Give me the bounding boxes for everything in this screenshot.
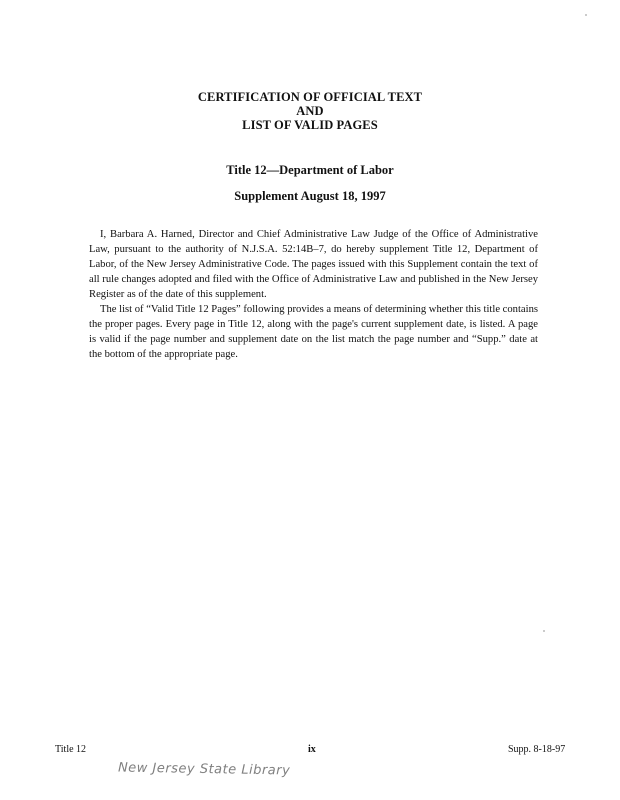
scan-speck: [585, 14, 587, 16]
footer-supplement-date: Supp. 8-18-97: [508, 744, 566, 755]
footer-title: Title 12: [55, 744, 87, 755]
library-stamp: New Jersey State Library: [117, 760, 291, 779]
supplement-heading: Supplement August 18, 1997: [234, 189, 386, 203]
title-heading: Title 12—Department of Labor: [226, 163, 394, 177]
valid-pages-paragraph: The list of “Valid Title 12 Pages” following provides a means of determining whether this title contains the proper pages. Every page in Title 12, along with the page's current supplement date, is listed. A page is valid if the page number and supplement date on the list match the page number and “Supp.” date at the bottom of the appropriate page.: [89, 304, 538, 360]
heading-line-2: AND: [296, 104, 324, 118]
scan-speck: [543, 630, 545, 632]
heading-line-1: CERTIFICATION OF OFFICIAL TEXT: [197, 90, 423, 104]
certification-paragraph: I, Barbara A. Harned, Director and Chief Administrative Law Judge of the Office of Administrative Law, pursuant to the authority of N.J.S.A. 52:14B–7, do hereby supplement Title 12, Department of Labor, of the New Jersey Administrative Code. The pages issued with this Supplement contain the text of all rule changes adopted and filed with the Office of Administrative Law and published in the New Jersey Register as of the date of this supplement.: [89, 229, 538, 300]
footer-page-number: ix: [308, 744, 316, 755]
heading-line-3: LIST OF VALID PAGES: [242, 118, 378, 132]
